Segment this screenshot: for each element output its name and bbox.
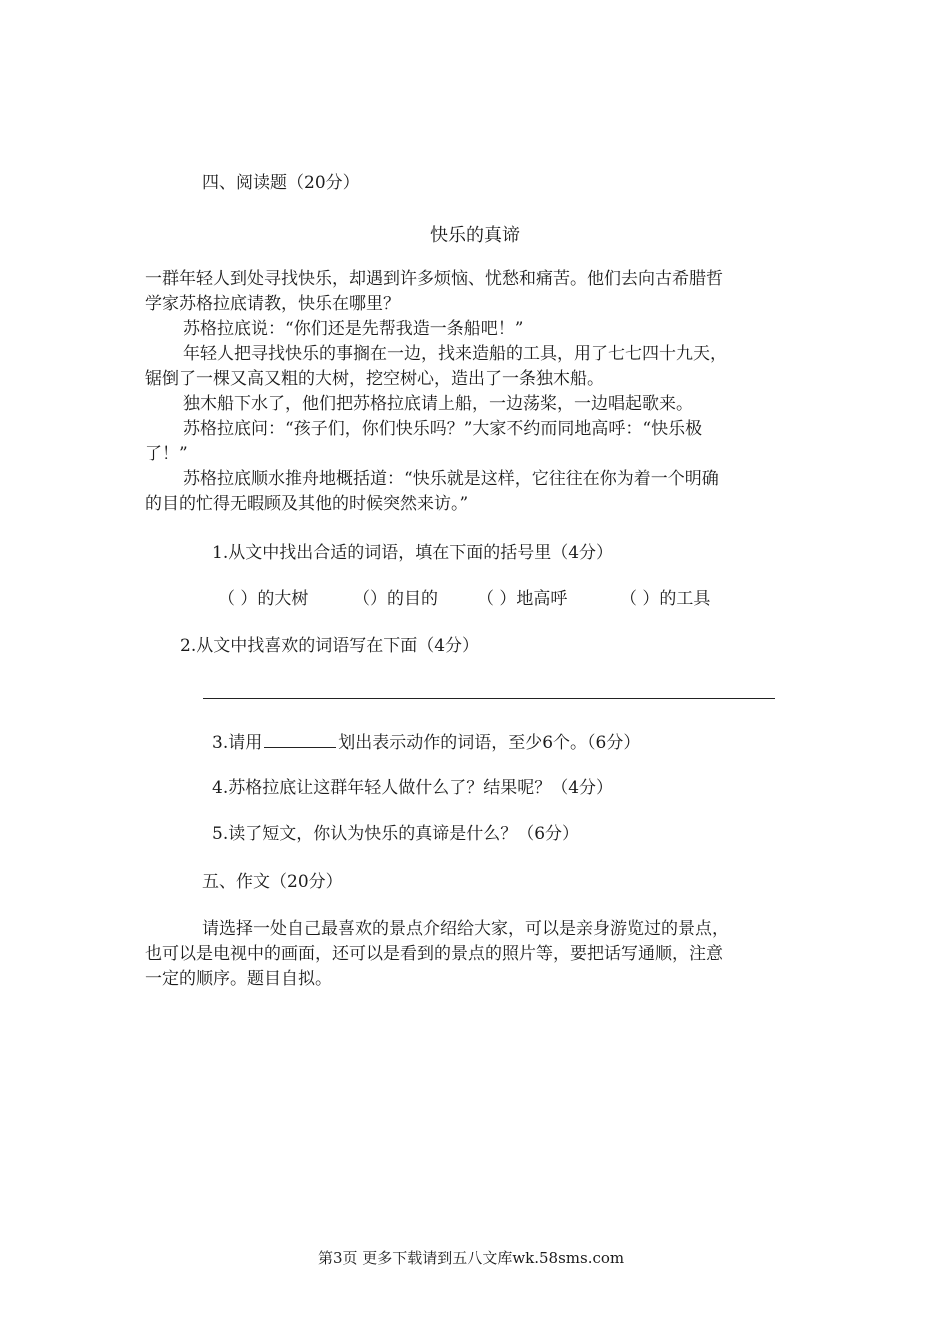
passage-line: 独木船下水了，他们把苏格拉底请上船，一边荡桨，一边唱起歌来。 xyxy=(183,394,693,414)
passage-line: 苏格拉底顺水推舟地概括道：“快乐就是这样，它往往在你为着一个明确 xyxy=(183,469,719,489)
question-2: 2.从文中找喜欢的词语写在下面（4分） xyxy=(180,636,480,656)
q1-blank: （）的目的 xyxy=(353,589,438,609)
essay-line: 一定的顺序。题目自拟。 xyxy=(145,969,332,989)
question-3 xyxy=(212,731,640,754)
q3-suffix: 划出表示动作的词语，至少6个。（6分） xyxy=(338,733,641,753)
underline-sample xyxy=(264,731,336,748)
passage-line: 苏格拉底问：“孩子们，你们快乐吗？”大家不约而同地高呼：“快乐极 xyxy=(183,419,703,439)
passage-line: 年轻人把寻找快乐的事搁在一边，找来造船的工具，用了七七四十九天， xyxy=(183,344,727,364)
essay-line: 也可以是电视中的画面，还可以是看到的景点的照片等，要把话写通顺，注意 xyxy=(145,944,723,964)
passage-line: 苏格拉底说：“你们还是先帮我造一条船吧！” xyxy=(183,319,524,339)
q3-prefix: 3.请用 xyxy=(212,733,263,753)
passage-title: 快乐的真谛 xyxy=(430,225,520,246)
section4-heading: 四、阅读题（20分） xyxy=(202,173,360,193)
q1-blank: （ ）的工具 xyxy=(620,589,711,609)
question-5: 5.读了短文，你认为快乐的真谛是什么？（6分） xyxy=(212,824,580,844)
passage-line: 学家苏格拉底请教，快乐在哪里？ xyxy=(145,294,400,314)
question-4: 4.苏格拉底让这群年轻人做什么了？结果呢？（4分） xyxy=(212,778,614,798)
passage-line: 锯倒了一棵又高又粗的大树，挖空树心，造出了一条独木船。 xyxy=(145,369,604,389)
page-footer: 第3页 更多下载请到五八文库wk.58sms.com xyxy=(318,1249,625,1267)
passage-line: 一群年轻人到处寻找快乐，却遇到许多烦恼、忧愁和痛苦。他们去向古希腊哲 xyxy=(145,269,723,289)
passage-line: 的目的忙得无暇顾及其他的时候突然来访。” xyxy=(145,494,469,514)
answer-line xyxy=(203,698,775,699)
q1-blank: （ ）地高呼 xyxy=(477,589,568,609)
essay-line: 请选择一处自己最喜欢的景点介绍给大家，可以是亲身游览过的景点， xyxy=(202,919,729,939)
passage-line: 了！” xyxy=(145,444,188,464)
q1-blank: （ ）的大树 xyxy=(218,589,309,609)
question-1: 1.从文中找出合适的词语，填在下面的括号里（4分） xyxy=(212,543,614,563)
section5-heading: 五、作文（20分） xyxy=(202,872,343,892)
